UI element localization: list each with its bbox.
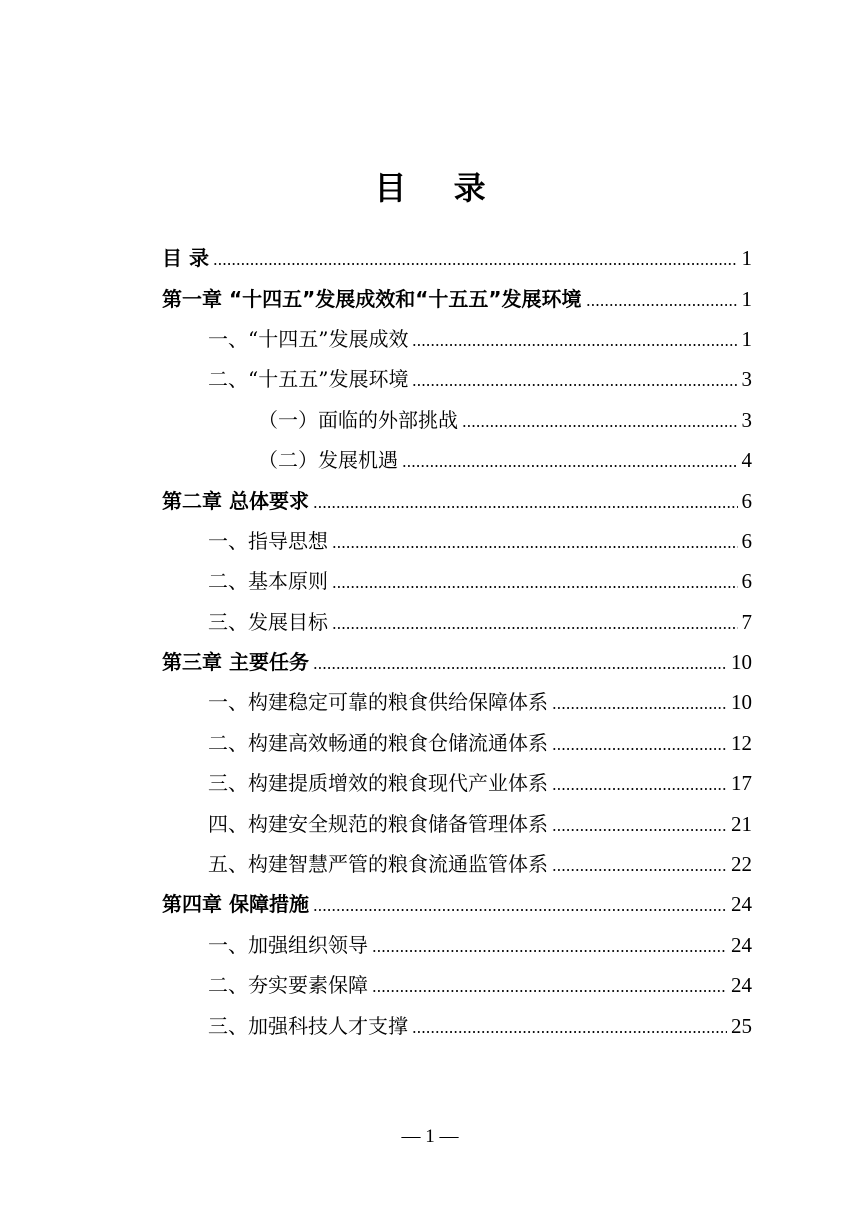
toc-leader-dots [213, 263, 738, 265]
toc-leader-dots [313, 909, 727, 911]
toc-entry[interactable] [162, 723, 752, 763]
toc-page-number: 21 [731, 811, 752, 836]
toc-entry[interactable] [162, 480, 752, 520]
toc-leader-dots [332, 627, 738, 629]
toc-leader-dots [372, 990, 727, 992]
toc-leader-dots [552, 788, 727, 790]
toc-entry-text: 三、发展目标 [208, 609, 328, 634]
toc-page-number: 6 [741, 569, 752, 594]
toc-page-number: 10 [731, 650, 752, 675]
toc-entry[interactable] [162, 884, 752, 924]
toc-entry-text: 三、构建提质增效的粮食现代产业体系 [208, 771, 548, 796]
toc-page-number: 1 [741, 246, 752, 271]
toc-page-number: 24 [731, 932, 752, 957]
toc-page-number: 24 [731, 973, 752, 998]
toc-leader-dots [313, 506, 738, 508]
toc-entry-text: （一）面临的外部挑战 [258, 407, 458, 432]
table-of-contents [162, 238, 752, 1046]
toc-leader-dots [552, 748, 727, 750]
toc-page-number: 3 [741, 367, 752, 392]
toc-leader-dots [332, 586, 738, 588]
toc-entry[interactable] [162, 1005, 752, 1045]
toc-entry[interactable] [162, 521, 752, 561]
toc-entry-text: 第三章 主要任务 [162, 650, 309, 675]
toc-entry[interactable] [162, 965, 752, 1005]
toc-page-number: 22 [731, 852, 752, 877]
toc-entry[interactable] [162, 238, 752, 278]
toc-entry[interactable] [162, 400, 752, 440]
toc-entry-text: （二）发展机遇 [258, 448, 398, 473]
toc-entry-text: 一、“十四五”发展成效 [208, 326, 409, 351]
toc-leader-dots [332, 546, 738, 548]
toc-page-number: 12 [731, 730, 752, 755]
toc-entry-text: 二、夯实要素保障 [208, 973, 368, 998]
toc-page-number: 1 [741, 286, 752, 311]
toc-leader-dots [552, 707, 727, 709]
toc-entry-text: 二、“十五五”发展环境 [208, 367, 409, 392]
toc-leader-dots [586, 304, 738, 306]
toc-entry[interactable] [162, 803, 752, 843]
toc-page-number: 7 [741, 609, 752, 634]
toc-page-number: 6 [741, 488, 752, 513]
toc-entry[interactable] [162, 359, 752, 399]
toc-entry-text: 二、构建高效畅通的粮食仓储流通体系 [208, 730, 548, 755]
toc-page-number: 24 [731, 892, 752, 917]
toc-entry[interactable] [162, 602, 752, 642]
toc-page-number: 17 [731, 771, 752, 796]
toc-page-number: 4 [741, 448, 752, 473]
toc-page-number: 10 [731, 690, 752, 715]
toc-entry[interactable] [162, 642, 752, 682]
toc-entry-text: 二、基本原则 [208, 569, 328, 594]
toc-leader-dots [462, 425, 738, 427]
toc-entry-text: 第一章 “十四五”发展成效和“十五五”发展环境 [162, 286, 582, 311]
toc-leader-dots [313, 667, 727, 669]
toc-leader-dots [552, 829, 727, 831]
toc-entry-text: 五、构建智慧严管的粮食流通监管体系 [208, 852, 548, 877]
toc-entry[interactable] [162, 925, 752, 965]
toc-entry-text: 目 录 [162, 246, 209, 271]
toc-page-number: 1 [741, 326, 752, 351]
toc-leader-dots [402, 465, 738, 467]
toc-entry-text: 一、构建稳定可靠的粮食供给保障体系 [208, 690, 548, 715]
toc-entry[interactable] [162, 278, 752, 318]
toc-page-number: 3 [741, 407, 752, 432]
toc-entry[interactable] [162, 319, 752, 359]
toc-entry-text: 四、构建安全规范的粮食储备管理体系 [208, 811, 548, 836]
toc-leader-dots [372, 950, 727, 952]
page-title: 目 录 [374, 169, 504, 207]
toc-leader-dots [412, 344, 737, 346]
toc-entry[interactable] [162, 844, 752, 884]
toc-leader-dots [412, 384, 737, 386]
toc-page-number: 6 [741, 528, 752, 553]
toc-entry-text: 一、加强组织领导 [208, 932, 368, 957]
toc-entry[interactable] [162, 763, 752, 803]
toc-entry-text: 第四章 保障措施 [162, 892, 309, 917]
toc-entry[interactable] [162, 561, 752, 601]
toc-entry[interactable] [162, 440, 752, 480]
toc-entry-text: 第二章 总体要求 [162, 488, 309, 513]
toc-page-number: 25 [731, 1013, 752, 1038]
toc-entry-text: 一、指导思想 [208, 528, 328, 553]
toc-leader-dots [412, 1031, 727, 1033]
toc-entry-text: 三、加强科技人才支撑 [208, 1013, 408, 1038]
toc-entry[interactable] [162, 682, 752, 722]
toc-leader-dots [552, 869, 727, 871]
page-number-footer: — 1 — [401, 1126, 459, 1147]
